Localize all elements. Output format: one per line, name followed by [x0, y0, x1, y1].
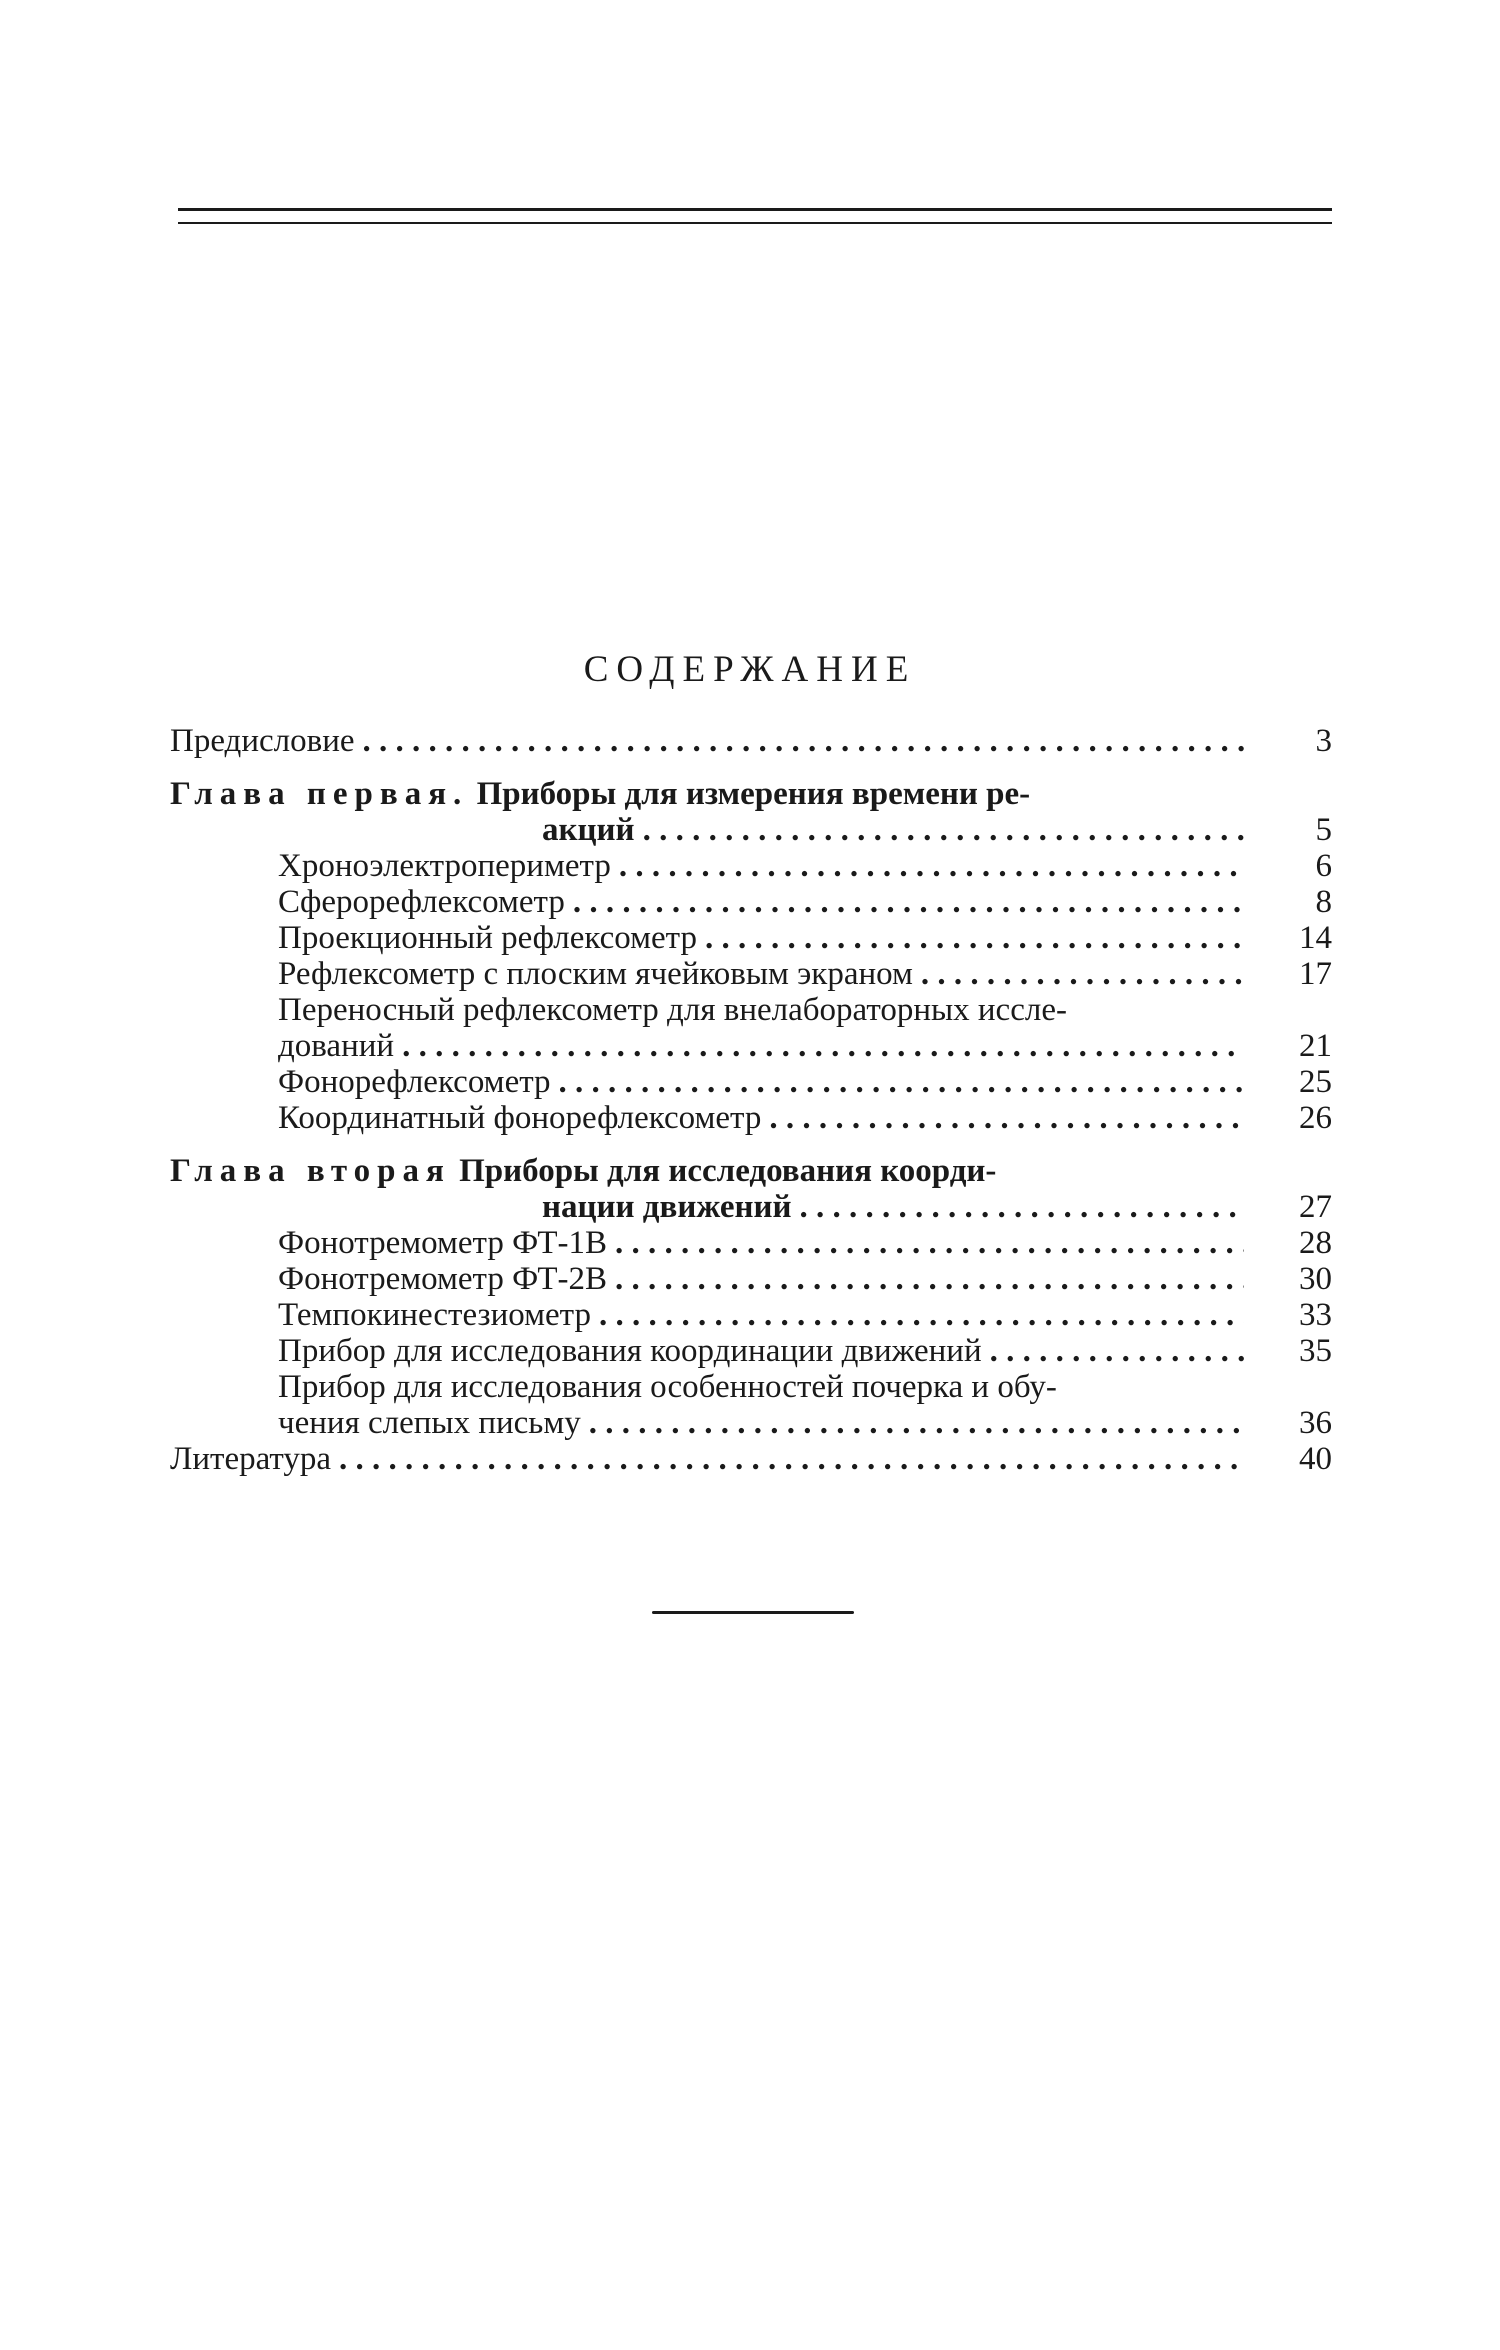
toc-entry-text: Прибор для исследования особенностей почерка и обу- — [278, 1369, 1057, 1405]
chapter-title-cont: нации движений — [542, 1189, 792, 1225]
leader-dots — [559, 1064, 1244, 1100]
toc-page-number: 30 — [1299, 1261, 1332, 1297]
toc-chapter-2 — [170, 1153, 1340, 1225]
leader-dots — [363, 723, 1245, 759]
toc-page-number: 5 — [1315, 812, 1332, 848]
toc-chapter-1 — [170, 776, 1340, 848]
toc-entry-text: Координатный фонорефлексометр — [278, 1100, 762, 1136]
toc-page-number: 25 — [1299, 1064, 1332, 1100]
toc-entry-text: Хроноэлектропериметр — [278, 848, 611, 884]
toc-section — [170, 956, 1340, 992]
toc-entry-text-cont: чения слепых письму — [278, 1405, 581, 1441]
toc-entry-text: Рефлексометр с плоским ячейковым экраном — [278, 956, 913, 992]
toc-page-number: 35 — [1299, 1333, 1332, 1369]
leader-dots — [573, 884, 1244, 920]
toc-entry-text: Фонорефлексометр — [278, 1064, 551, 1100]
toc-entry-text: Литература — [170, 1441, 332, 1477]
toc-page-number: 8 — [1315, 884, 1332, 920]
toc-page-number: 27 — [1299, 1189, 1332, 1225]
leader-dots — [921, 956, 1244, 992]
toc-page-number: 28 — [1299, 1225, 1332, 1261]
toc-entry-text: Прибор для исследования координации движений — [278, 1333, 982, 1369]
leader-dots — [705, 920, 1244, 956]
leader-dots — [800, 1189, 1244, 1225]
toc-entry-text: Проекционный рефлексометр — [278, 920, 697, 956]
leader-dots — [589, 1405, 1244, 1441]
leader-dots — [769, 1100, 1244, 1136]
chapter-label: Глава первая. — [170, 776, 469, 812]
toc-page-number: 33 — [1299, 1297, 1332, 1333]
leader-dots — [615, 1261, 1244, 1297]
toc-entry-literature — [170, 1441, 1340, 1477]
toc-page-number: 36 — [1299, 1405, 1332, 1441]
toc-page-number: 6 — [1315, 848, 1332, 884]
top-rule-thin — [178, 222, 1332, 224]
toc-entry-text-cont: дований — [278, 1028, 395, 1064]
toc-section — [170, 1100, 1340, 1136]
toc-entry-text: Фонотремометр ФТ-1В — [278, 1225, 608, 1261]
leader-dots — [599, 1297, 1244, 1333]
toc-section — [170, 1333, 1340, 1369]
leader-dots — [615, 1225, 1244, 1261]
toc-section — [170, 920, 1340, 956]
top-rule — [178, 208, 1332, 211]
chapter-title-cont: акций — [542, 812, 635, 848]
toc-section — [170, 1297, 1340, 1333]
toc-page-number: 40 — [1299, 1441, 1332, 1477]
toc-section — [170, 1064, 1340, 1100]
leader-dots — [990, 1333, 1244, 1369]
toc-entry-text: Предисловие — [170, 723, 355, 759]
toc-page-number: 17 — [1299, 956, 1332, 992]
leader-dots — [339, 1441, 1244, 1477]
toc-entry-preface — [170, 723, 1340, 759]
leader-dots — [643, 812, 1244, 848]
toc-entry-text: Фонотремометр ФТ-2В — [278, 1261, 608, 1297]
chapter-title: Приборы для измерения времени ре- — [476, 776, 1031, 812]
toc-section — [170, 1369, 1340, 1441]
page-title: СОДЕРЖАНИЕ — [583, 649, 917, 690]
bottom-rule — [652, 1611, 854, 1614]
toc-page-number: 21 — [1299, 1028, 1332, 1064]
table-of-contents — [170, 723, 1340, 1477]
leader-dots — [619, 848, 1244, 884]
toc-page-number: 26 — [1299, 1100, 1332, 1136]
toc-entry-text: Сферорефлексометр — [278, 884, 565, 920]
toc-section — [170, 848, 1340, 884]
toc-page-number: 3 — [1315, 723, 1332, 759]
chapter-title: Приборы для исследования коорди- — [459, 1153, 997, 1189]
toc-section — [170, 1261, 1340, 1297]
leader-dots — [402, 1028, 1244, 1064]
toc-section — [170, 1225, 1340, 1261]
toc-entry-text: Переносный рефлексометр для внелабораторных иссле- — [278, 992, 1067, 1028]
chapter-label: Глава вторая — [170, 1153, 451, 1189]
toc-section — [170, 992, 1340, 1064]
toc-entry-text: Темпокинестезиометр — [278, 1297, 591, 1333]
toc-page-number: 14 — [1299, 920, 1332, 956]
toc-section — [170, 884, 1340, 920]
